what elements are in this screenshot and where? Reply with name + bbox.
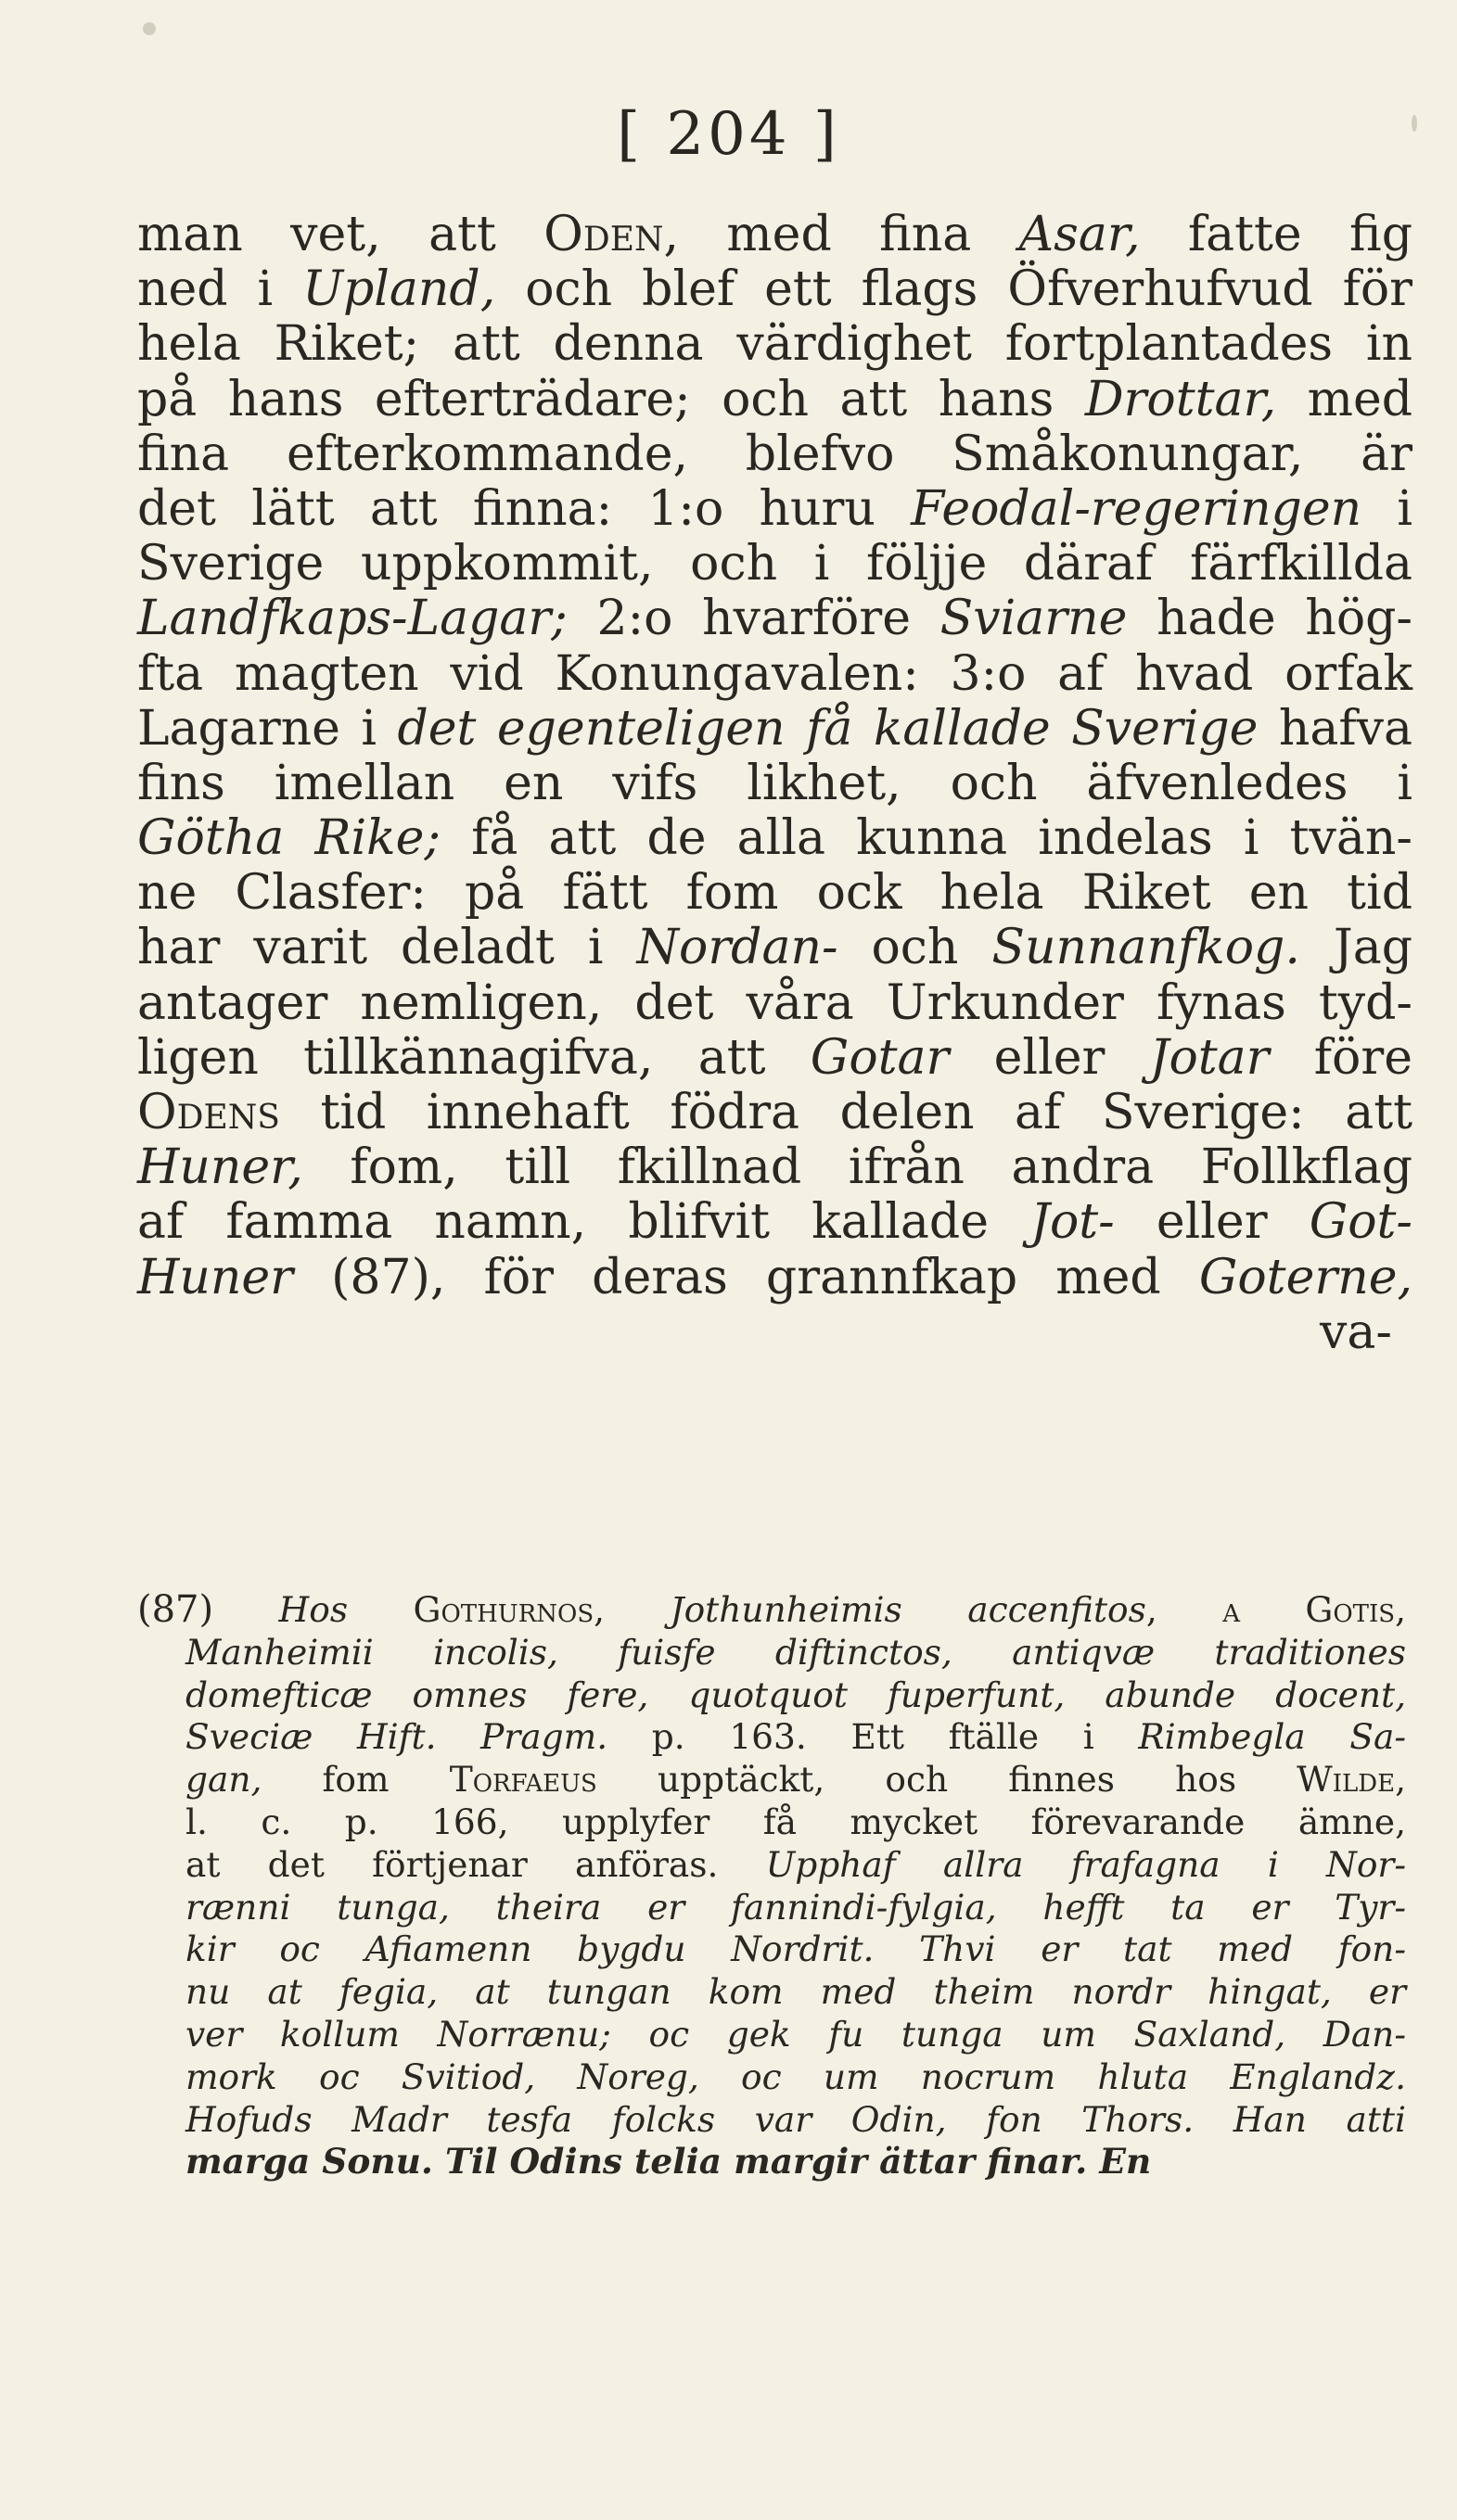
ink-speck: [1412, 115, 1417, 132]
footnote-block: [137, 1589, 1406, 2183]
footnote-line: at det förtjenar anföras. Upphaf allra frafagna i Nor-: [185, 1843, 1407, 1885]
footnote-line: l. c. p. 166, upplyfer få mycket förevarande ämne,: [185, 1801, 1406, 1842]
text-line: Sverige uppkommit, och i följje däraf färfkillda: [137, 536, 1412, 592]
text-line: på hans efterträdare; och att hans Drottar, med: [137, 371, 1412, 427]
text-line: man vet, att Oden, med fina Asar, fatte fig: [137, 207, 1412, 262]
main-text: [137, 208, 1412, 1360]
ink-speck: [143, 22, 156, 35]
text-line: fta magten vid Konungavalen: 3:o af hvad orfak: [137, 645, 1412, 702]
text-line: Huner (87), för deras grannfkap med Goterne,: [137, 1249, 1412, 1305]
footnote-line: Hofuds Madr tesfa folcks var Odin, fon Thors. Han atti: [185, 2098, 1406, 2140]
text-line: det lätt att finna: 1:o huru Feodal-regeringen i: [137, 480, 1412, 537]
text-line: fina efterkommande, blefvo Småkonungar, är: [137, 426, 1412, 482]
footnote-line: Manheimii incolis, fuisfe diftinctos, antiqvæ traditiones: [185, 1631, 1406, 1673]
footnote-line: rænni tunga, theira er fannindi-fylgia, hefft ta er Tyr-: [185, 1886, 1406, 1928]
text-line: Odens tid innehaft födra delen af Sverige: att: [137, 1085, 1412, 1140]
text-line: Götha Rike; få att de alla kunna indelas i tvän-: [137, 810, 1412, 867]
footnote-line: Sveciæ Hift. Pragm. p. 163. Ett ftälle i Rimbegla Sa-: [185, 1716, 1407, 1758]
footnote-line: marga Sonu. Til Odins telia margir ättar finar. En: [185, 2141, 1152, 2183]
text-line: Landfkaps-Lagar; 2:o hvarföre Sviarne hade hög-: [137, 591, 1412, 647]
footnote-line: gan, fom Torfaeus upptäckt, och finnes hos Wilde,: [185, 1759, 1406, 1801]
text-line: har varit deladt i Nordan- och Sunnanfkog. Jag: [137, 920, 1412, 976]
footnote-line: (87) Hos Gothurnos, Jothunheimis accenfitos, a Gotis,: [137, 1588, 1407, 1631]
text-line: ne Clasfer: på fätt fom ock hela Riket en tid: [137, 865, 1412, 922]
footnote-marker: (87): [137, 1588, 214, 1631]
footnote-line: kir oc Afiamenn bygdu Nordrit. Thvi er tat med fon-: [185, 1928, 1406, 1970]
text-line: ligen tillkännagifva, att Gotar eller Jotar före: [137, 1029, 1412, 1086]
footnote-line: domefticæ omnes fere, quotquot fuperfunt, abunde docent,: [185, 1674, 1406, 1715]
text-line: af famma namn, blifvit kallade Jot- eller Got-: [137, 1194, 1412, 1251]
footnote-line: nu at fegia, at tungan kom med theim nordr hingat, er: [185, 1971, 1406, 2013]
catchword: va-: [1320, 1304, 1392, 1360]
text-line: fins imellan en vifs likhet, och äfvenledes i: [137, 755, 1412, 811]
text-line: ned i Upland, och blef ett flags Öfverhufvud för: [137, 261, 1412, 318]
text-line: hela Riket; att denna värdighet fortplantades in: [137, 316, 1412, 373]
text-line: Lagarne i det egenteligen få kallade Sverige hafva: [137, 700, 1412, 757]
page-header: [ 204 ]: [617, 100, 840, 169]
footnote-line: mork oc Svitiod, Noreg, oc um nocrum hluta Englandz.: [185, 2055, 1406, 2097]
text-line: antager nemligen, det våra Urkunder fynas tyd-: [137, 974, 1412, 1031]
text-line: Huner, fom, till fkillnad ifrån andra Follkflag: [137, 1139, 1412, 1196]
footnote-line: ver kollum Norrænu; oc gek fu tunga um Saxland, Dan-: [185, 2013, 1406, 2055]
